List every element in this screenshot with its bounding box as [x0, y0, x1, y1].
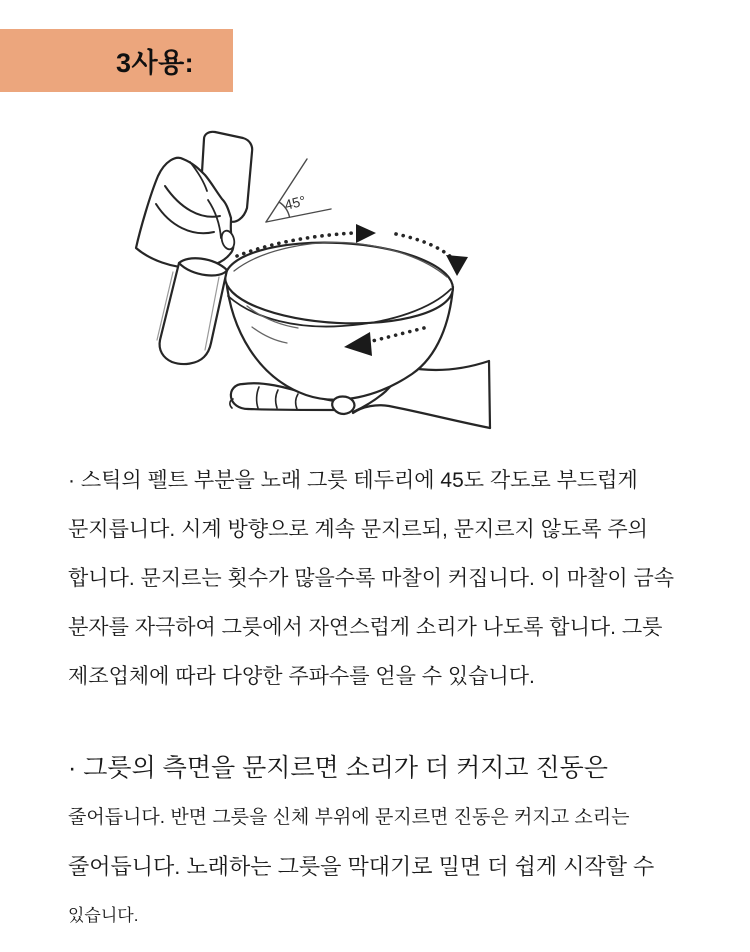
finger-separation-1 [257, 387, 259, 408]
paragraph-line: 있습니다. [68, 906, 139, 925]
paragraph-line: 문지릅니다. 시계 방향으로 계속 문지르되, 문지르지 않도록 주의 [68, 518, 648, 541]
supporting-thumb [332, 397, 354, 415]
paragraph-line: · 그릇의 측면을 문지르면 소리가 더 커지고 진동은 [68, 754, 608, 782]
paragraph-line: 합니다. 문지르는 횟수가 많을수록 마찰이 커집니다. 이 마찰이 금속 [68, 567, 675, 590]
paragraph-usage-rubbing [68, 456, 674, 701]
paragraph-line: 제조업체에 따라 다양한 주파수를 얻을 수 있습니다. [68, 665, 535, 688]
angle-label: 45° [282, 192, 308, 213]
angle-annotation [266, 159, 331, 222]
section-title: 3사용: [116, 48, 195, 78]
paragraph-line: 줄어듭니다. 반면 그릇을 신체 부위에 문지르면 진동은 커지고 소리는 [68, 807, 630, 828]
rim-arrow-right-head [446, 255, 468, 276]
mallet-hand [136, 132, 252, 268]
paragraph-sound-vibration [68, 744, 654, 940]
section-header-band [0, 29, 233, 92]
fingertip [231, 384, 248, 409]
fingers-bottom-edge [248, 409, 339, 410]
singing-bowl-diagram-svg [100, 118, 562, 450]
stick-cylinder [160, 263, 227, 364]
singing-bowl-diagram [100, 118, 562, 450]
felt-stick [157, 258, 227, 364]
paragraph-line: 분자를 자극하여 그릇에서 자연스럽게 소리가 나도록 합니다. 그릇 [68, 616, 663, 639]
rim-arrow-left-head [356, 224, 376, 243]
finger-separation-3 [296, 394, 298, 409]
forearm-end-edge [489, 361, 490, 428]
paragraph-line: · 스틱의 펠트 부분을 노래 그릇 테두리에 45도 각도로 부드럽게 [68, 469, 638, 492]
angle-baseline [266, 209, 331, 222]
finger-separation-2 [276, 390, 278, 408]
singing-bowl [223, 237, 455, 400]
forearm-bottom-edge [353, 405, 490, 428]
paragraph-line: 줄어듭니다. 노래하는 그릇을 막대기로 밀면 더 쉽게 시작할 수 [68, 854, 655, 879]
